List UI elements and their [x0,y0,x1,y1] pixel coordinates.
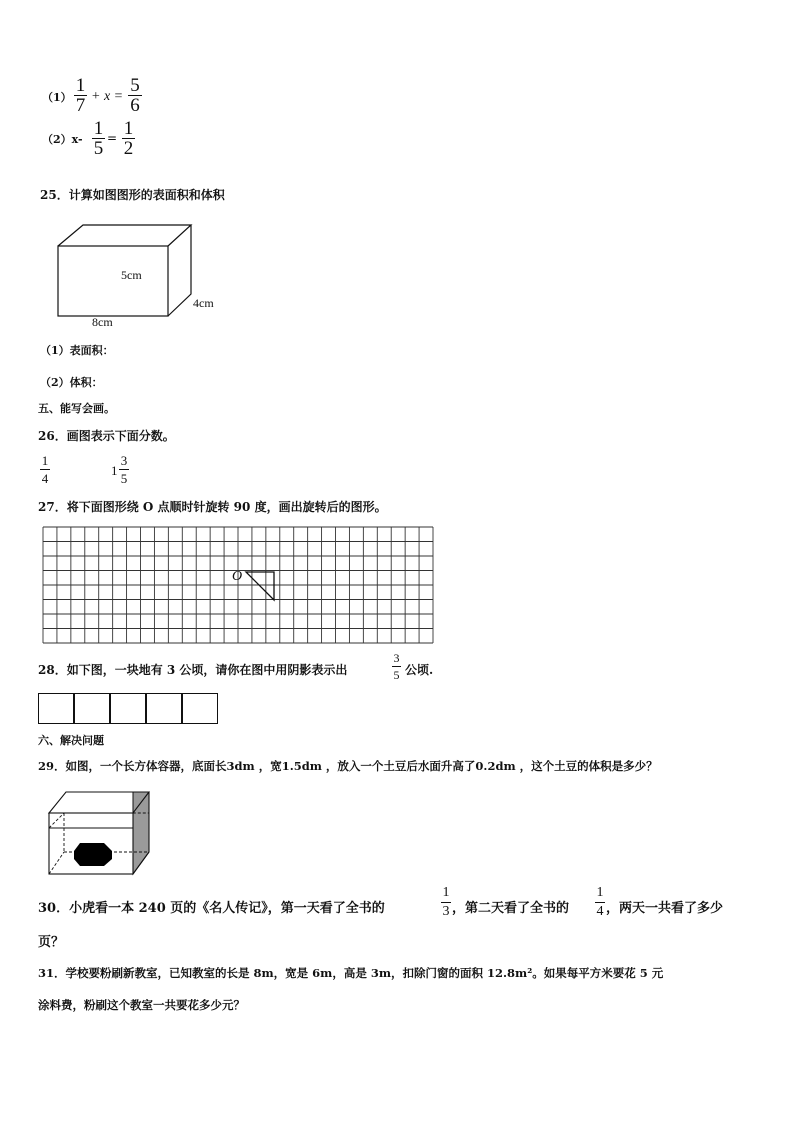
eq2-label: （2）x- [42,133,83,146]
q28-title-before: 28．如下图，一块地有 3 公顷，请你在图中用阴影表示出 [38,663,348,677]
q28-frac-den: 5 [393,668,400,682]
q26-title: 26．画图表示下面分数。 [38,429,175,443]
container-figure [46,790,154,876]
eq1-label: （1） [42,91,72,104]
eq2-operator: = [107,131,118,145]
land-square[interactable] [110,693,146,724]
eq2-frac-b-den: 2 [123,138,134,159]
q25-height-label: 5cm [121,268,142,282]
eq2-fraction-a [92,119,105,158]
q30-frac2-den: 4 [596,904,604,919]
eq2-frac-b-num: 1 [123,118,134,139]
eq1-frac-a-num: 1 [75,75,86,96]
cuboid-top-face [58,225,191,246]
cuboid-side-face [168,225,191,316]
q31-line1: 31．学校要粉刷新教室，已知教室的长是 8m，宽是 6m，高是 3m，扣除门窗的面积 12.8m²。如果每平方米要花 5 元 [38,966,664,980]
q31-line2: 涂料费，粉刷这个教室一共要花多少元？ [38,998,245,1012]
potato [74,843,112,866]
q27-title: 27．将下面图形绕 O 点顺时针旋转 90 度，画出旋转后的图形。 [38,500,387,514]
land-strip [38,693,219,724]
q26-mixed-whole: 1 [111,463,118,478]
rotation-grid [42,526,434,646]
land-square[interactable] [38,693,74,724]
eq2-fraction-b [122,119,135,158]
eq1-operator: + x = [91,89,124,104]
q25-volume-label: （2）体积： [40,376,103,389]
eq1-frac-a-den: 7 [75,95,86,116]
q25-depth-label: 4cm [193,296,214,310]
q30-frac1-num: 1 [442,885,450,900]
eq1-fraction-a [74,76,87,115]
cuboid-front-face [58,246,168,316]
q28-title-after: 公顷. [405,663,434,677]
q30-frac2-num: 1 [596,885,604,900]
q26-mixed-den: 5 [120,471,128,486]
q30-part3: ，两天一共看了多少 [606,901,724,916]
land-square[interactable] [74,693,110,724]
eq1-fraction-b [128,76,142,115]
point-o-label: O [232,569,243,584]
section-5-heading: 五、能写会画。 [38,402,115,415]
q25-title: 25．计算如图图形的表面积和体积 [40,188,225,202]
q28-frac-num: 3 [393,651,400,665]
q30-frac1-den: 3 [442,904,450,919]
eq2-frac-a-num: 1 [93,118,104,139]
q26-mixed-num: 3 [120,453,128,468]
eq1-frac-b-num: 5 [130,75,140,96]
land-square[interactable] [146,693,182,724]
section-6-heading: 六、解决问题 [38,734,104,747]
q30-fraction-1 [441,886,451,919]
q25-length-label: 8cm [92,315,113,329]
q30-part2: ，第二天看了全书的 [452,901,570,916]
q30-part1: 30．小虎看一本 240 页的《名人传记》，第一天看了全书的 [38,901,385,916]
q29-title: 29．如图，一个长方体容器，底面长3dm ，宽1.5dm ，放入一个土豆后水面升高了0.2dm ，这个土豆的体积是多少？ [38,759,658,773]
q30-line2: 页？ [38,935,65,950]
eq2-frac-a-den: 5 [93,138,104,159]
rotation-triangle [246,572,274,600]
land-square[interactable] [182,693,218,724]
q28-fraction [392,652,401,681]
q26-frac1-num: 1 [41,453,49,468]
q25-surface-area-label: （1）表面积： [40,344,114,357]
q26-frac1-den: 4 [41,471,49,486]
q30-fraction-2 [595,886,605,919]
q26-mixed-fraction [119,454,129,485]
q26-fraction-one-quarter [40,454,50,485]
eq1-frac-b-den: 6 [130,95,140,116]
